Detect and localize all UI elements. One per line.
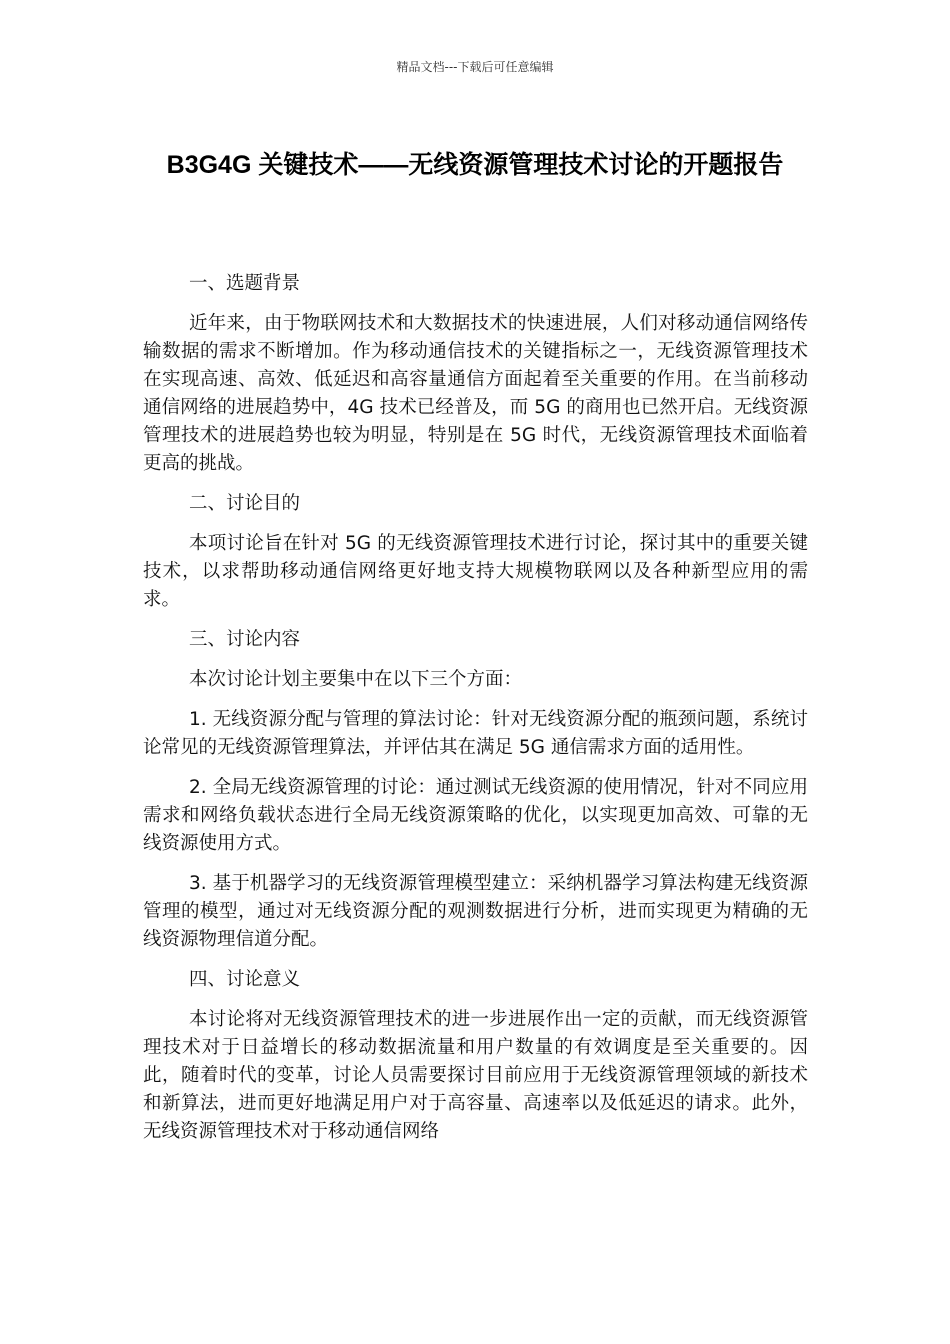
paragraph-content-intro: 本次讨论计划主要集中在以下三个方面： (189, 669, 523, 690)
document-title: B3G4G 关键技术——无线资源管理技术讨论的开题报告 (166, 151, 784, 179)
section-heading-content: 三、讨论内容 (189, 629, 301, 650)
document-body (143, 270, 808, 1158)
paragraph-significance: 本讨论将对无线资源管理技术的进一步进展作出一定的贡献，而无线资源管理技术对于日益增长的移动数据流量和用户数量的有效调度是至关重要的。因此，随着时代的变革，讨论人员需要探讨目前应用于无线资源管理领域的新技术和新算法，进而更好地满足用户对于高容量、高速率以及低延迟的请求。此外，无线资源管理技术对于移动通信网络 (143, 1009, 808, 1142)
paragraph-purpose: 本项讨论旨在针对 5G 的无线资源管理技术进行讨论，探讨其中的重要关键技术，以求帮助移动通信网络更好地支持大规模物联网以及各种新型应用的需求。 (143, 533, 808, 610)
section-heading-significance: 四、讨论意义 (189, 969, 301, 990)
list-item-content-1: 1. 无线资源分配与管理的算法讨论：针对无线资源分配的瓶颈问题，系统讨论常见的无线资源管理算法，并评估其在满足 5G 通信需求方面的适用性。 (143, 709, 808, 758)
section-heading-purpose: 二、讨论目的 (189, 493, 301, 514)
list-item-content-3: 3. 基于机器学习的无线资源管理模型建立：采纳机器学习算法构建无线资源管理的模型，通过对无线资源分配的观测数据进行分析，进而实现更为精确的无线资源物理信道分配。 (143, 873, 808, 950)
paragraph-background: 近年来，由于物联网技术和大数据技术的快速进展，人们对移动通信网络传输数据的需求不断增加。作为移动通信技术的关键指标之一，无线资源管理技术在实现高速、高效、低延迟和高容量通信方面起着至关重要的作用。在当前移动通信网络的进展趋势中，4G 技术已经普及，而 5G 的商用也已然开启。无线资源管理技术的进展趋势也较为明显，特别是在 5G 时代，无线资源管理技术面临着更高的挑战。 (143, 313, 808, 474)
header-note: 精品文档---下载后可任意编辑 (396, 60, 554, 74)
section-heading-background: 一、选题背景 (189, 273, 301, 294)
list-item-content-2: 2. 全局无线资源管理的讨论：通过测试无线资源的使用情况，针对不同应用需求和网络负载状态进行全局无线资源策略的优化，以实现更加高效、可靠的无线资源使用方式。 (143, 777, 808, 854)
